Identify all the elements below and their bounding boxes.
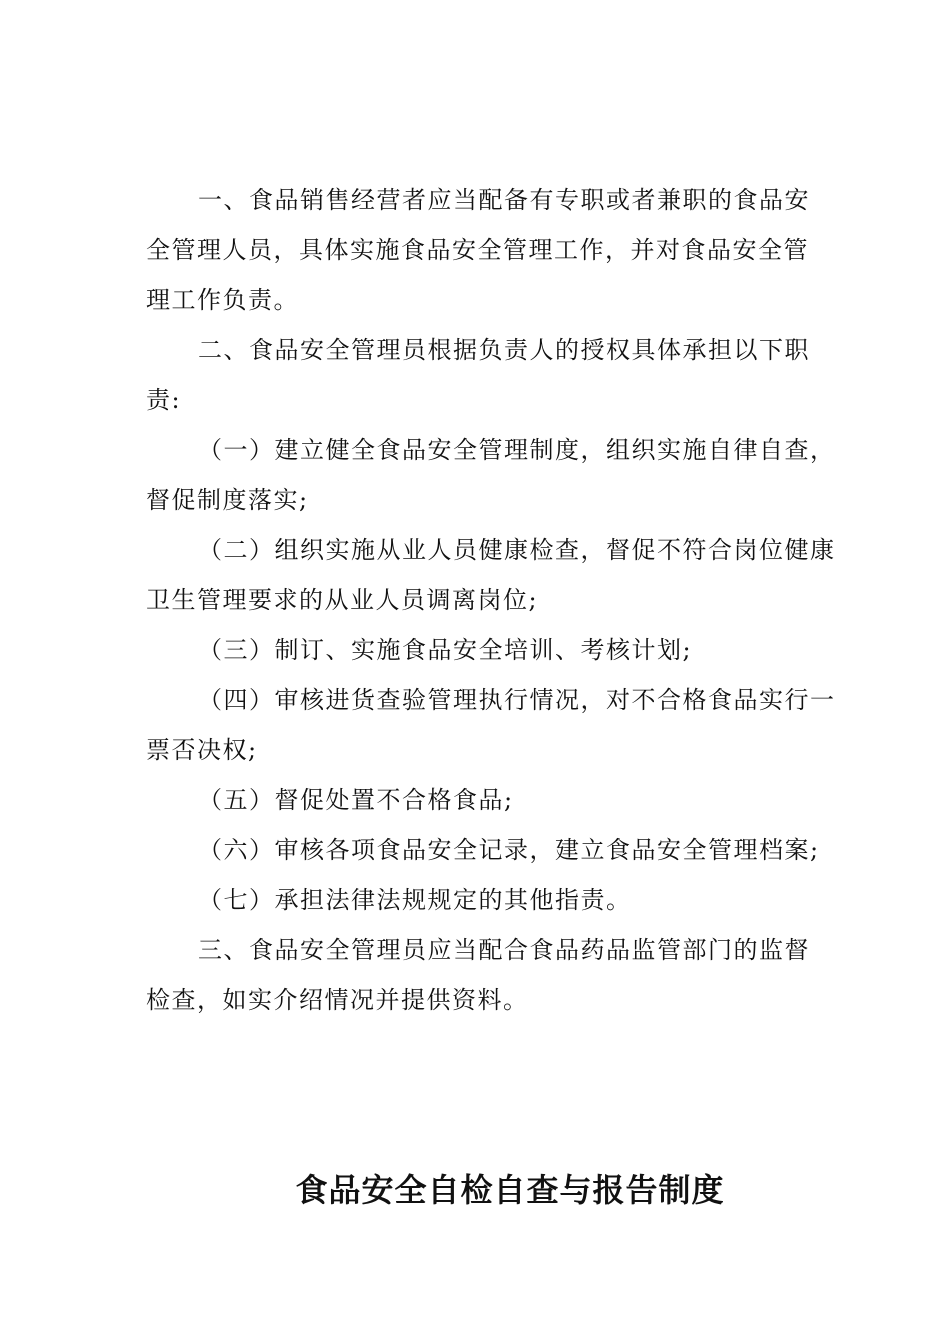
text-line: 督促制度落实; bbox=[146, 486, 309, 514]
text-line: 二、食品安全管理员根据负责人的授权具体承担以下职 bbox=[198, 336, 810, 364]
text-line: 票否决权; bbox=[146, 736, 258, 764]
document-body bbox=[146, 178, 836, 1028]
text-line: （一）建立健全食品安全管理制度，组织实施自律自查， bbox=[198, 436, 836, 464]
text-line: （二）组织实施从业人员健康检查，督促不符合岗位健康 bbox=[198, 536, 836, 564]
text-line: （五）督促处置不合格食品; bbox=[198, 786, 514, 814]
text-line: （四）审核进货查验管理执行情况，对不合格食品实行一 bbox=[198, 686, 836, 714]
text-line: 一、食品销售经营者应当配备有专职或者兼职的食品安 bbox=[198, 186, 810, 214]
text-line: （七）承担法律法规规定的其他指责。 bbox=[198, 886, 632, 914]
section-heading: 食品安全自检自查与报告制度 bbox=[295, 1171, 725, 1209]
text-line: 三、食品安全管理员应当配合食品药品监管部门的监督 bbox=[198, 936, 810, 964]
text-line: 检查，如实介绍情况并提供资料。 bbox=[146, 986, 529, 1014]
text-line: 理工作负责。 bbox=[146, 286, 299, 314]
text-line: 卫生管理要求的从业人员调离岗位; bbox=[146, 586, 539, 614]
text-line: （六）审核各项食品安全记录，建立食品安全管理档案; bbox=[198, 836, 820, 864]
text-line: 全管理人员，具体实施食品安全管理工作，并对食品安全管 bbox=[146, 236, 809, 264]
text-line: 责: bbox=[146, 386, 182, 414]
text-line: （三）制订、实施食品安全培训、考核计划; bbox=[198, 636, 693, 664]
